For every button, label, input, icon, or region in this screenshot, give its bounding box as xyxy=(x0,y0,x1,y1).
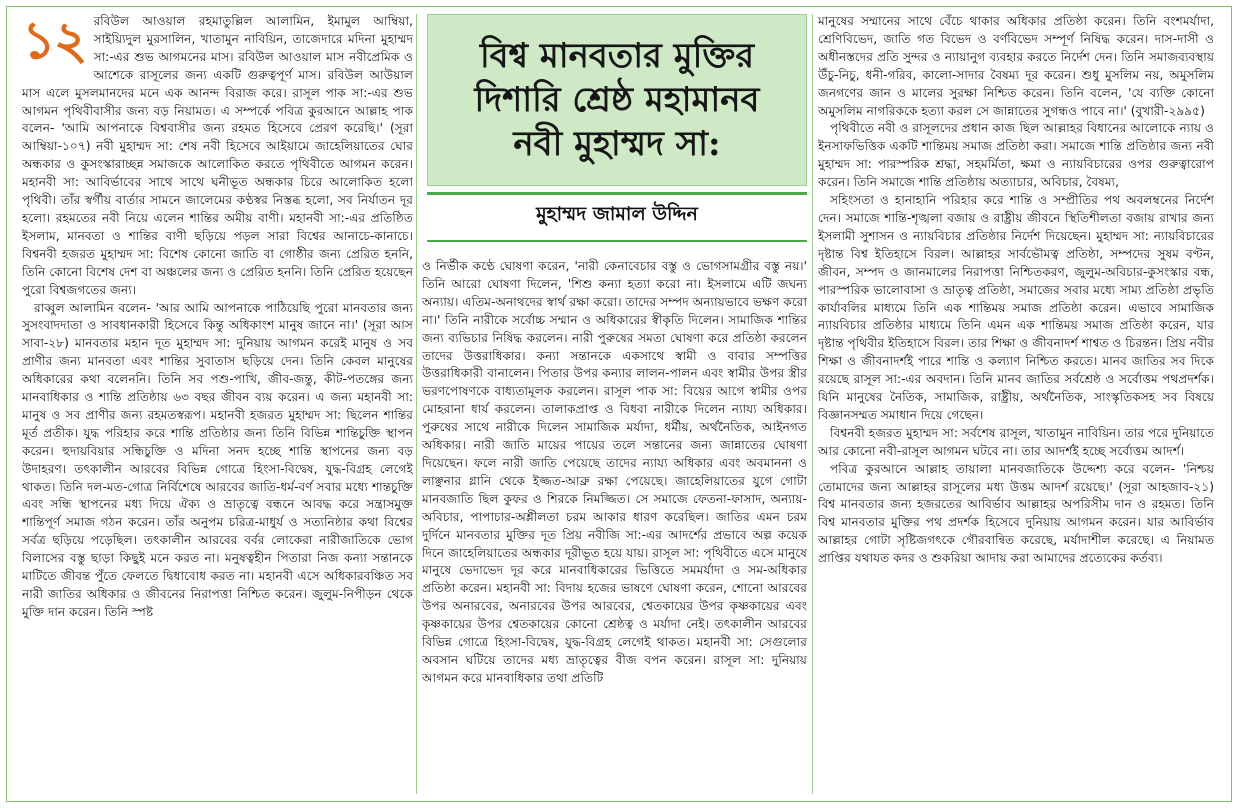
headline-box xyxy=(427,14,807,186)
article-column-3 xyxy=(818,13,1214,795)
paragraph: বিশ্বনবী হজরত মুহাম্মদ সা: সর্বশেষ রাসূল, খাতামুন নাবিয়িন। তার পরে দুনিয়াতে আর কোনো নবী-রাসূল আগমন ঘটবে না। তার আদর্শই হচ্ছে সর্বোত্তম আদর্শ। xyxy=(818,425,1214,458)
headline-line-3: নবী মুহাম্মদ সা: xyxy=(513,124,721,164)
article-column-2 xyxy=(422,258,807,798)
headline-line-2: দিশারি শ্রেষ্ঠ মহামানব xyxy=(474,80,760,120)
column-divider xyxy=(812,14,813,794)
byline-rule-top xyxy=(427,192,807,195)
column-divider xyxy=(416,14,417,794)
article-column-1 xyxy=(22,13,413,795)
paragraph: পৃথিবীতে নবী ও রাসূলদের প্রধান কাজ ছিল আল্লাহর বিধানের আলোকে ন্যায় ও ইনসাফভিত্তিক একটি শান্তিময় সমাজ প্রতিষ্ঠা করা। সমাজে শান্তি প্রতিষ্ঠার জন্য নবী মুহাম্মদ সা: পারস্পরিক শ্রদ্ধা, সহমর্মিতা, ক্ষমা ও ন্যায়বিচারের ওপর গুরুত্বারোপ করেন। তিনি সমাজে শান্তি প্রতিষ্ঠায় অত্যাচার, অবিচার, বৈষম্য, xyxy=(818,121,1214,190)
paragraph: রাব্বুল আলামিন বলেন- 'আর আমি আপনাকে পাঠিয়েছি পুরো মানবতার জন্য সুসংবাদদাতা ও সাবধানকারী হিসেবে কিন্তু অধিকাংশ মানুষ জানে না।' (সূরা আস সাবা-২৮) মানবতার মহান দূত মুহাম্মদ সা: দুনিয়ায় আগমন করেই মানুষ ও সব প্রাণীর জন্য মানবতা এবং শান্তির সুবাতাস ছড়িয়ে দেন। তিনি কেবল মানুষের অধিকারের কথা বলেননি। তিনি সব পশু-পাখি, জীব-জন্তু, কীট-পতঙ্গের জন্য মানবাধিকার ও শান্তি প্রতিষ্ঠায় ৬৩ বছর জীবন ব্যয় করেন। এ জন্য মহানবী সা: মানুষ ও সব প্রাণীর জন্য রহমতস্বরূপ। মহানবী হজরত মুহাম্মদ সা: ছিলেন শান্তির মূর্ত প্রতীক। যুদ্ধ পরিহার করে শান্তি প্রতিষ্ঠার জন্য তিনি বিভিন্ন শান্তিচুক্তি স্থাপন করেন। হুদায়বিয়ার সন্ধিচুক্তি ও মদিনা সনদ হচ্ছে শান্তি স্থাপনের জন্য বড় উদাহরণ। তৎকালীন আরবের বিভিন্ন গোত্রে হিংসা-বিদ্বেষ, যুদ্ধ-বিগ্রহ লেগেই থাকত। তিনি দল-মত-গোত্র নির্বিশেষে আরবের জাতি-ধর্ম-বর্ণ সবার মধ্যে শান্তচুক্তি এবং সন্ধি স্থাপনের মধ্য দিয়ে ঐক্য ও ভ্রাতৃত্বে বন্ধনে আবদ্ধ করে সন্ত্রাসমুক্ত শান্তিপূর্ণ সমাজ গঠন করেন। তাঁর অনুপম চরিত্র-মাধুর্য ও সত্যনিষ্ঠার কথা বিশ্বের সর্বত্র ছড়িয়ে পড়েছিল। তৎকালীন আরবের বর্বর লোকেরা নারীজাতিকে ভোগ বিলাসের বস্তু ছাড়া কিছুই মনে করত না। মনুষত্বহীন পিতারা নিজ কন্যা সন্তানকে মাটিতে জীবন্ত পুঁতে ফেলতে দ্বিধাবোধ করত না। মহানবী এসে অধিকারবঞ্চিত সব নারী জাতির অধিকার ও জীবনের নিরাপত্তা নিশ্চিত করেন। জুলুম-নিপীড়ন থেকে মুক্তি দান করেন। তিনি স্পষ্ট xyxy=(22,300,413,619)
drop-cap-number: ১২ xyxy=(22,13,86,71)
paragraph: মানুষের সম্মানের সাথে বেঁচে থাকার অধিকার প্রতিষ্ঠা করেন। তিনি বংশমর্যাদা, শ্রেণিবিভেদ, জাতি গত বিভেদ ও বর্ণবিভেদ সম্পূর্ণ নিষিদ্ধ করেন। দাস-দাসী ও অধীনস্তদের প্রতি সুন্দর ও ন্যায়ানুগ ব্যবহার করতে নির্দেশ দেন। তিনি সমাজব্যবস্থায় উঁচু-নিচু, ধনী-গরিব, কালো-সাদার বৈষম্য দূর করেন। শুধু মুসলিম নয়, অমুসলিম জনগণের জান ও মালের সুরক্ষা নিশ্চিত করেন। তিনি বলেন, 'যে ব্যক্তি কোনো অমুসলিম নাগরিককে হত্যা করল সে জান্নাতের সুগন্ধও পাবে না।' (বুখারী-২৯৯৫) xyxy=(818,14,1214,118)
author-byline: মুহাম্মদ জামাল উদ্দিন xyxy=(536,203,698,225)
paragraph: পবিত্র কুরআনে আল্লাহ তায়ালা মানবজাতিকে উদ্দেশ্য করে বলেন- 'নিশ্চয় তোমাদের জন্য আল্লাহর রাসূলের মধ্য উত্তম আদর্শ রয়েছে।' (সূরা আহজাব-২১) বিশ্ব মানবতার জন্য হজরতের আবির্ভাব আল্লাহর অপরিসীম দান ও রহমত। তিনি বিশ্ব মানবতার মুক্তির পথ প্রদর্শক হিসেবে দুনিয়ায় আগমন করেন। যার আবির্ভাব আল্লাহর গোটা সৃষ্টিজগৎকে গৌরবান্বিত করেছে, মর্যাদাশীল করেছে। এ নিয়ামত প্রাপ্তির যথাযত কদর ও শুকরিয়া আদায় করা আমাদের প্রত্যেকের কর্তব্য। xyxy=(818,461,1214,566)
paragraph: রবিউল আওয়াল রহমাতুল্লিল আলামিন, ইমামুল আম্বিয়া, সাইয়্যিদুল মুরসালিন, খাতামুন নাবিয়িন, তাজেদারে মদিনা মুহাম্মদ সা:-এর শুভ আগমনের মাস। রবিউল আওয়াল মাস নবীপ্রেমিক ও আশেকে রাসূলের জন্য একটি গুরুত্বপূর্ণ মাস। রবিউল আউয়াল মাস এলে মুসলমানদের মনে এক আনন্দ বিরাজ করে। রাসূল পাক সা:-এর শুভ আগমন পৃথিবীবাসীর জন্য বড় নিয়ামত। এ সম্পর্কে পবিত্র কুরআনে আল্লাহ পাক বলেন- 'আমি আপনাকে বিশ্ববাসীর জন্য রহমত হিসেবে প্রেরণ করেছি।' (সূরা আম্বিয়া-১০৭) নবী মুহাম্মদ সা: শেষ নবী হিসেবে আইয়ামে জাহেলিয়াতের ঘোর অন্ধকার ও কুসংস্কারাচ্ছন্ন সমাজকে আলোকিত করতে পৃথিবীতে আগমন করেন। মহানবী সা: আবির্ভাবের সাথে সাথে ঘনীভূত অন্ধকার চিরে আলোকিত হলো পৃথিবী। তাঁর স্বর্গীয় বার্তার সামনে জালেমের কণ্ঠস্বর নিস্তব্ধ হলো, সব নির্যাতন দূর হলো। রহমতের নবী নিয়ে এলেন শান্তির অমীয় বাণী। মহানবী সা:-এর প্রতিষ্ঠিত ইসলাম, মানবতা ও শান্তির বাণী ছড়িয়ে পড়ল সারা বিশ্বের আনাচে-কানাচে। বিশ্বনবী হজরত মুহাম্মদ সা: বিশেষ কোনো জাতি বা গোষ্ঠীর জন্য প্রেরিত হননি, তিনি কোনো বিশেষ দেশ বা অঞ্চলের জন্য ও প্রেরিত হননি। তিনি প্রেরিত হয়েছেন পুরো বিশ্বজগতের জন্য। xyxy=(22,14,413,297)
paragraph: ও নির্ভীক কণ্ঠে ঘোষণা করেন, 'নারী কেনাবেচার বস্তু ও ভোগসামগ্রীর বস্তু নয়।' তিনি আরো ঘোষণা দিলেন, 'শিশু কন্যা হত্যা করো না। ইসলামে এটি জঘন্য অন্যায়। এতিম-অনাথদের স্বার্থ রক্ষা করো। তাদের সম্পদ অন্যায়ভাবে ভক্ষণ করো না।' তিনি নারীকে সর্বোচ্চ সম্মান ও অধিকারের স্বীকৃতি দিলেন। সামাজিক শান্তির জন্য ব্যভিচার নিষিদ্ধ করলেন। নারী পুরুষের সমতা ঘোষণা করে প্রতিষ্ঠা করলেন তাদের উত্তরাধিকার। কন্যা সন্তানকে একসাথে স্বামী ও বাবার সম্পত্তির উত্তরাধিকারী বানালেন। পিতার উপর কন্যার লালন-পালন এবং স্বামীর উপর স্ত্রীর ভরণপোষণকে বাধ্যতামূলক করলেন। রাসূল পাক সা: বিয়ের আগে স্বামীর ওপর মোহরানা ধার্য করলেন। তালাকপ্রাপ্ত ও বিধবা নারীকে দিলেন ন্যায্য অধিকার। পুরুষের সাথে নারীকে দিলেন সামাজিক মর্যাদা, ধর্মীয়, অর্থনৈতিক, আইনগত অধিকার। নারী জাতি মায়ের পায়ের তলে সন্তানের জন্য জান্নাতের ঘোষণা দিয়েছেন। ফলে নারী জাতি পেয়েছে তাদের ন্যায্য অধিকার এবং অবমাননা ও লাঞ্ছনার গ্লানি থেকে ইজ্জত-আব্রু রক্ষা পেয়েছে। জাহেলিয়াতের যুগে গোটা মানবজাতি ছিল কুফর ও শিরকে নিমজ্জিত। সে সমাজে ফেতনা-ফাসাদ, অন্যায়-অবিচার, পাপাচার-অশ্লীলতা চরম আকার ধারণ করেছিল। জাতির এমন চরম দুর্দিনে মানবতার মুক্তির দূত প্রিয় নবীজি সা:-এর আদর্শের প্রভাবে অল্প কয়েক দিনে জাহেলিয়াতের অন্ধকার দূরীভূত হয়ে যায়। রাসূল সা: পৃথিবীতে এসে মানুষে মানুষে ভেদাভেদ দূর করে মানবাধিকারের ভিত্তিতে সমমর্যাদা ও সম-অধিকার প্রতিষ্ঠা করেন। মহানবী সা: বিদায় হজের ভাষণে ঘোষণা করেন, শোনো আরবের উপর অনারবের, অনারবের উপর আরবের, শ্বেতকায়ের উপর কৃষ্ণকায়ের এবং কৃষ্ণকায়ের উপর শ্বেতকায়ের কোনো শ্রেষ্ঠত্ব ও মর্যাদা নেই। তৎকালীন আরবের বিভিন্ন গোত্রে হিংসা-বিদ্বেষ, যুদ্ধ-বিগ্রহ লেগেই থাকত। মহানবী সা: সেগুলোর অবসান ঘটিয়ে তাদের মধ্য ভ্রাতৃত্বের বীজ বপন করেন। রাসূল সা: দুনিয়ায় আগমন করে মানবাধিকার তথা প্রতিটি xyxy=(422,259,807,685)
paragraph: সহিংসতা ও হানাহানি পরিহার করে শান্তি ও সম্প্রীতির পথ অবলম্বনের নির্দেশ দেন। সমাজে শান্তি-শৃঙ্খলা বজায় ও রাষ্ট্রীয় জীবনে স্থিতিশীলতা বজায় রাখার জন্য ইসলামী সুশাসন ও ন্যায়বিচার প্রতিষ্ঠার নির্দেশ দিয়েছেন। মুহাম্মদ সা: ন্যায়বিচারের দৃষ্টান্ত বিশ্ব ইতিহাসে বিরল। আল্লাহর সার্বভৌমত্ব প্রতিষ্ঠা, সম্পদের সুষম বণ্টন, জীবন, সম্পদ ও জানমালের নিরাপত্তা নিশ্চিতকরণ, জুলুম-অবিচার-কুসংস্কার বন্ধ, পারস্পরিক ভালোবাসা ও ভ্রাতৃত্ব প্রতিষ্ঠা, সমাজের সবার মধ্যে সাম্য প্রতিষ্ঠা প্রভৃতি কার্যাবলির মাধ্যমে তিনি এক শান্তিময় সমাজ প্রতিষ্ঠা করেন। এভাবে সামাজিক ন্যায়বিচার প্রতিষ্ঠার মাধ্যমে তিনি এমন এক শান্তিময় সমাজ প্রতিষ্ঠা করেন, যার দৃষ্টান্ত পৃথিবীর ইতিহাসে বিরল। তার শিক্ষা ও জীবনাদর্শ শাশ্বত ও চিরন্তন। প্রিয় নবীর শিক্ষা ও জীবনাদর্শই পারে শান্তি ও কল্যাণ নিশ্চিত করতে। মানব জাতির সব দিকে রয়েছে রাসূল সা:-এর অবদান। তিনি মানব জাতির সর্বশ্রেষ্ঠ ও সর্বোত্তম পথপ্রদর্শক। যিনি মানুষের নৈতিক, সামাজিক, রাষ্ট্রীয়, অর্থনৈতিক, সাংস্কৃতিকসহ সব বিষয়ে বিজ্ঞানসম্মত সমাধান দিয়ে গেছেন। xyxy=(818,193,1214,422)
byline-rule-bottom xyxy=(427,240,807,242)
headline-line-1: বিশ্ব মানবতার মুক্তির xyxy=(479,36,755,76)
